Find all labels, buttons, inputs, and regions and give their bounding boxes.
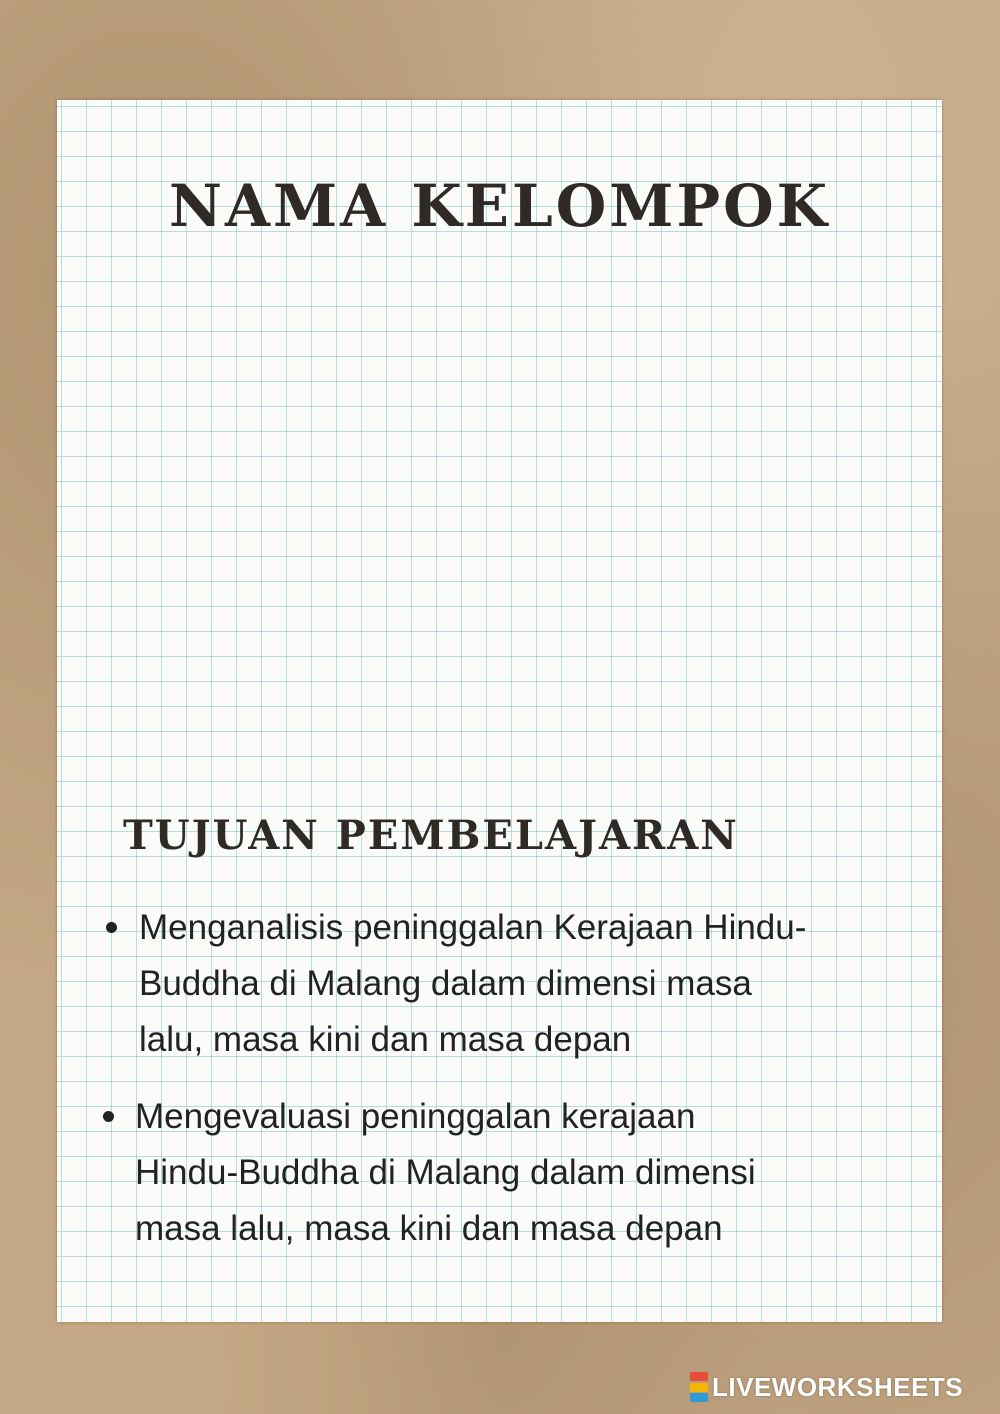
objective-text-line: lalu, masa kini dan masa depan [139, 1020, 632, 1059]
objective-text-line: masa lalu, masa kini dan masa depan [135, 1209, 723, 1248]
bullet-icon [106, 922, 117, 933]
objective-text-line: Mengevaluasi peninggalan kerajaan [135, 1097, 696, 1136]
liveworksheets-logo-icon [690, 1372, 708, 1402]
objective-text-line: Hindu-Buddha di Malang dalam dimensi [135, 1153, 756, 1192]
objective-item [139, 900, 806, 1068]
objective-text-line: Buddha di Malang dalam dimensi masa [139, 964, 752, 1003]
objective-item [135, 1089, 756, 1257]
page-title: NAMA KELOMPOK [168, 172, 831, 240]
bullet-icon [103, 1111, 114, 1122]
liveworksheets-watermark [690, 1370, 963, 1404]
liveworksheets-brand-text: LIVEWORKSHEETS [712, 1371, 964, 1402]
section-heading-learning-objectives: TUJUAN PEMBELAJARAN [123, 812, 739, 859]
objective-text-line: Menganalisis peninggalan Kerajaan Hindu- [139, 908, 807, 947]
grid-paper-sheet [57, 100, 942, 1322]
